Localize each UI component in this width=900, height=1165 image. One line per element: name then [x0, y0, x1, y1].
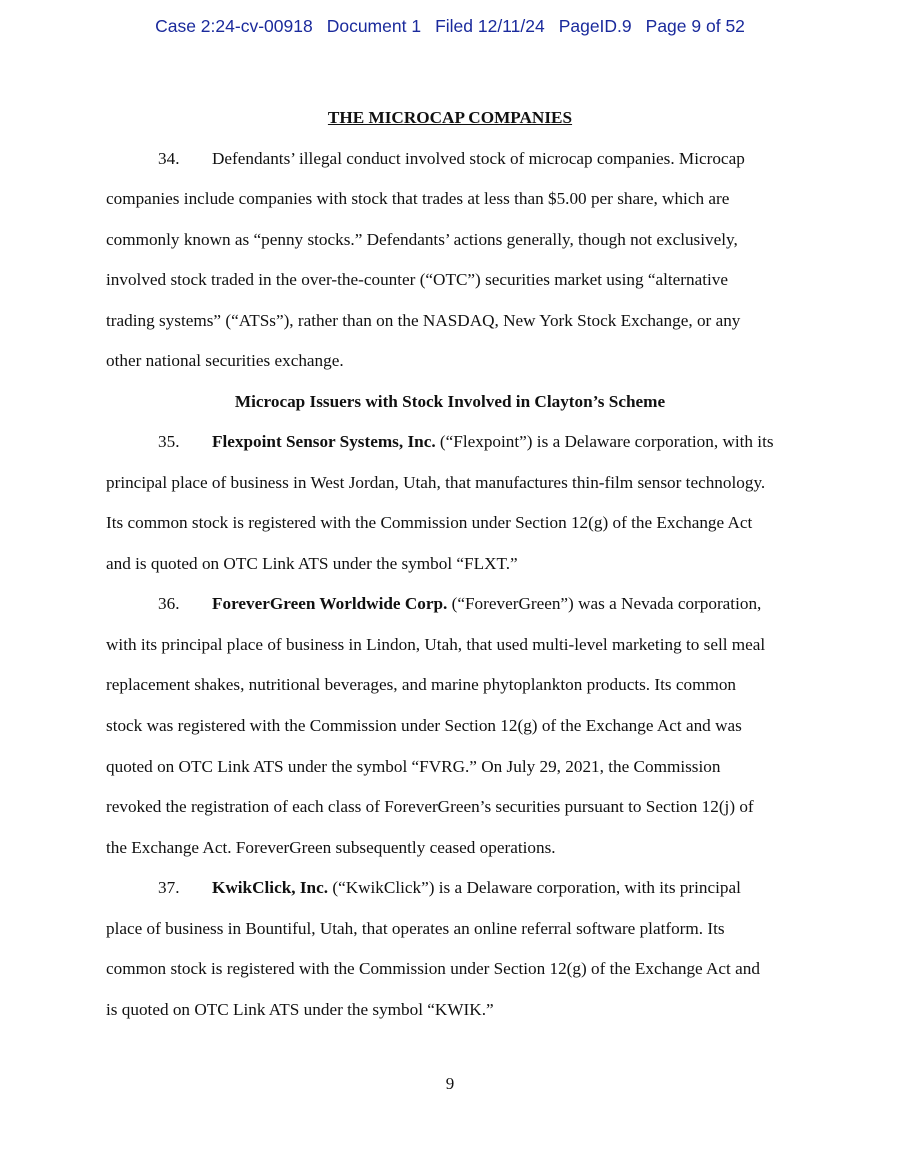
paragraph-37-line: is quoted on OTC Link ATS under the symbol “KWIK.”: [106, 1000, 494, 1019]
company-name: ForeverGreen Worldwide Corp.: [212, 594, 448, 613]
paragraph-36-line: quoted on OTC Link ATS under the symbol “FVRG.” On July 29, 2021, the Commission: [106, 757, 721, 776]
page-count: Page 9 of 52: [645, 16, 745, 36]
paragraph-36-line: stock was registered with the Commission under Section 12(g) of the Exchange Act and was: [106, 716, 742, 735]
paragraph-37-line: place of business in Bountiful, Utah, that operates an online referral software platform. Its: [106, 919, 725, 938]
paragraph-36-line: replacement shakes, nutritional beverages, and marine phytoplankton products. Its common: [106, 675, 737, 694]
paragraph-number: 37.: [158, 878, 180, 897]
paragraph-34-line: involved stock traded in the over-the-counter (“OTC”) securities market using “alternative: [106, 270, 728, 289]
page-number: 9: [445, 1074, 455, 1093]
ecf-header: [0, 16, 900, 37]
filed-date: Filed 12/11/24: [435, 16, 545, 36]
subheading: Microcap Issuers with Stock Involved in Clayton’s Scheme: [234, 392, 666, 411]
paragraph-34-line: other national securities exchange.: [106, 351, 344, 370]
company-name: Flexpoint Sensor Systems, Inc.: [212, 432, 436, 451]
paragraph-36-line: with its principal place of business in Lindon, Utah, that used multi-level marketing to sell meal: [106, 635, 766, 654]
paragraph-number: 36.: [158, 594, 180, 613]
paragraph-35-line: Its common stock is registered with the Commission under Section 12(g) of the Exchange Act: [106, 513, 753, 532]
paragraph-37-line: common stock is registered with the Commission under Section 12(g) of the Exchange Act and: [106, 959, 760, 978]
paragraph-34-line: trading systems” (“ATSs”), rather than on the NASDAQ, New York Stock Exchange, or any: [106, 311, 741, 330]
case-number: Case 2:24-cv-00918: [155, 16, 313, 36]
paragraph-36-line: the Exchange Act. ForeverGreen subsequently ceased operations.: [106, 838, 556, 857]
section-title: THE MICROCAP COMPANIES: [327, 108, 573, 127]
paragraph-36-line: revoked the registration of each class of ForeverGreen’s securities pursuant to Section 12(j) of: [106, 797, 754, 816]
paragraph-number: 35.: [158, 432, 180, 451]
paragraph-35-line: 35. Flexpoint Sensor Systems, Inc. (“Flexpoint”) is a Delaware corporation, with its: [158, 432, 774, 451]
paragraph-35-line: and is quoted on OTC Link ATS under the symbol “FLXT.”: [106, 554, 518, 573]
paragraph-34-line: commonly known as “penny stocks.” Defendants’ actions generally, though not exclusively,: [106, 230, 738, 249]
company-name: KwikClick, Inc.: [212, 878, 329, 897]
paragraph-35-line: principal place of business in West Jordan, Utah, that manufactures thin-film sensor technology.: [106, 473, 766, 492]
page-id: PageID.9: [558, 16, 632, 36]
paragraph-34-line: 34. Defendants’ illegal conduct involved stock of microcap companies. Microcap: [158, 149, 745, 168]
paragraph-36-line: 36. ForeverGreen Worldwide Corp. (“ForeverGreen”) was a Nevada corporation,: [158, 594, 762, 613]
paragraph-37-line: 37. KwikClick, Inc. (“KwikClick”) is a Delaware corporation, with its principal: [158, 878, 741, 897]
paragraph-34-line: companies include companies with stock that trades at less than $5.00 per share, which are: [106, 189, 730, 208]
paragraph-number: 34.: [158, 149, 180, 168]
document-number: Document 1: [326, 16, 422, 36]
